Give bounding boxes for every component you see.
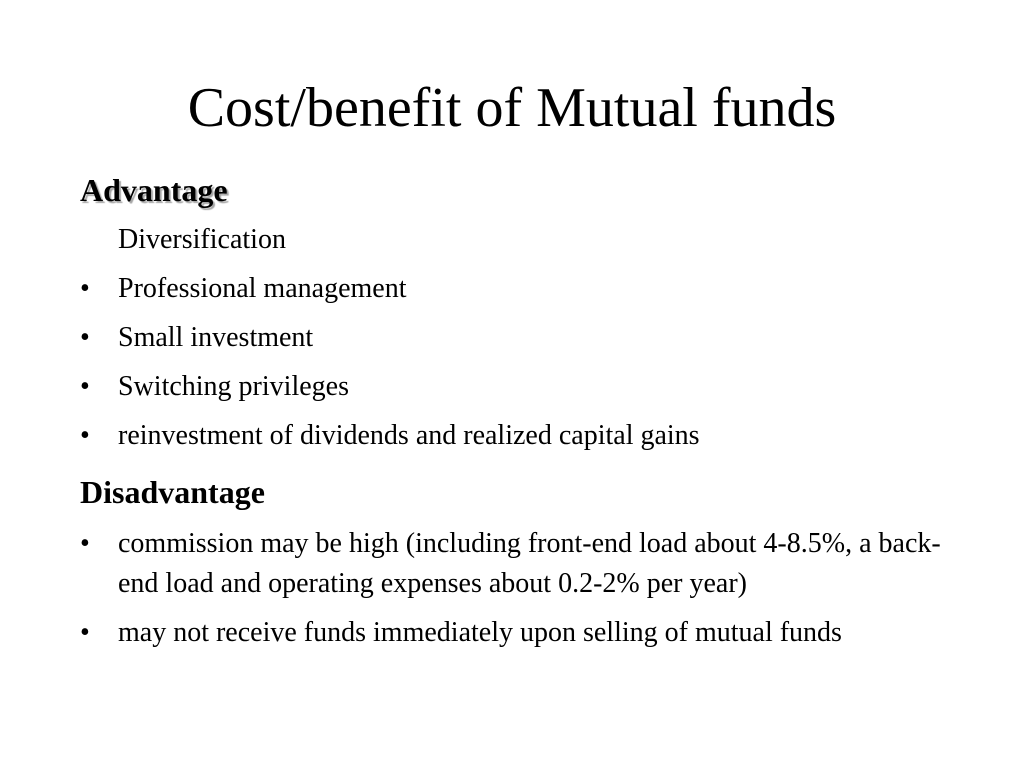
list-item bbox=[80, 613, 950, 653]
bullet-icon: • bbox=[80, 528, 90, 559]
disadvantage-heading: Disadvantage bbox=[80, 474, 265, 510]
disadvantage-item-funds-delay: may not receive funds immediately upon selling of mutual funds bbox=[118, 617, 842, 648]
list-item bbox=[80, 220, 950, 260]
advantage-list bbox=[80, 220, 950, 465]
list-item bbox=[80, 269, 950, 309]
advantage-item-small-investment: Small investment bbox=[118, 322, 314, 353]
bullet-icon: • bbox=[80, 273, 90, 304]
advantage-item-diversification: Diversification bbox=[118, 224, 286, 255]
list-item bbox=[80, 416, 950, 456]
advantage-item-switching-privileges: Switching privileges bbox=[118, 371, 349, 402]
disadvantage-list bbox=[80, 524, 950, 662]
bullet-icon: • bbox=[80, 322, 90, 353]
slide-title: Cost/benefit of Mutual funds bbox=[187, 77, 837, 139]
list-item bbox=[80, 318, 950, 358]
disadvantage-item-commission: commission may be high (including front-end load about 4-8.5%, a back-end load and operating expenses about 0.2-2% per year) bbox=[118, 528, 941, 599]
advantage-heading: Advantage bbox=[80, 172, 228, 208]
bullet-icon: • bbox=[80, 420, 90, 451]
list-item bbox=[80, 367, 950, 407]
list-item bbox=[80, 524, 950, 604]
bullet-icon: • bbox=[80, 617, 90, 648]
advantage-item-reinvestment: reinvestment of dividends and realized capital gains bbox=[118, 420, 700, 451]
advantage-item-professional-management: Professional management bbox=[118, 273, 407, 304]
bullet-icon: • bbox=[80, 371, 90, 402]
